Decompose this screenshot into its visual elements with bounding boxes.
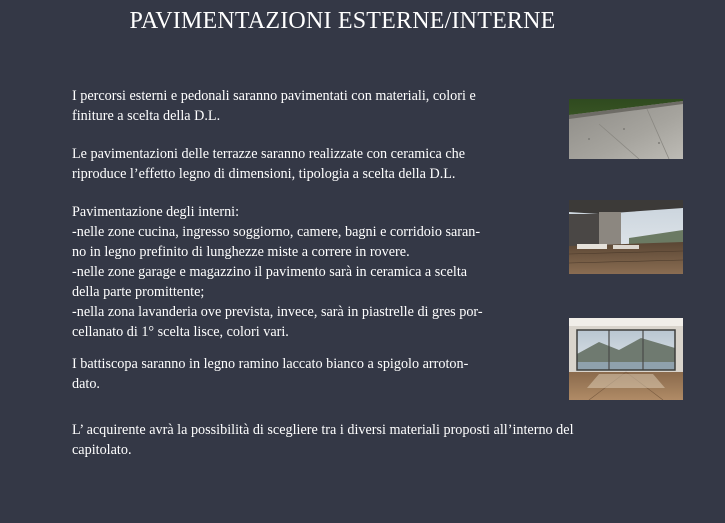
text-line: no in legno prefinito di lunghezze miste a correre in rovere.	[72, 244, 410, 260]
interior-photo	[569, 318, 683, 400]
text-line: finiture a scelta della D.L.	[72, 108, 221, 124]
paragraph-buyer-choice	[72, 420, 652, 460]
terrace-photo	[569, 200, 683, 274]
paragraph-skirting	[72, 354, 550, 394]
text-line: Pavimentazione degli interni:	[72, 204, 240, 220]
text-line: capitolato.	[72, 442, 132, 458]
text-line: riproduce l’effetto legno di dimensioni, tipologia a scelta della D.L.	[72, 166, 456, 182]
text-line: -nelle zone garage e magazzino il pavimento sarà in ceramica a scelta	[72, 264, 468, 280]
text-line: L’ acquirente avrà la possibilità di scegliere tra i diversi materiali proposti all’interno del	[72, 422, 574, 438]
text-line: -nelle zone cucina, ingresso soggiorno, camere, bagni e corridoio saran-	[72, 224, 481, 240]
text-line: -nella zona lavanderia ove prevista, invece, sarà in piastrelle di gres por-	[72, 304, 483, 320]
stone-path-photo	[569, 99, 683, 159]
page-title: PAVIMENTAZIONI ESTERNE/INTERNE	[129, 8, 556, 34]
paragraph-terraces	[72, 144, 550, 184]
paragraph-external-paths	[72, 86, 550, 126]
paragraph-interior-flooring	[72, 202, 550, 342]
text-line: della parte promittente;	[72, 284, 205, 300]
text-line: cellanato di 1° scelta lisce, colori vari.	[72, 324, 289, 340]
text-line: dato.	[72, 376, 100, 392]
text-line: I percorsi esterni e pedonali saranno pavimentati con materiali, colori e	[72, 88, 476, 104]
text-line: Le pavimentazioni delle terrazze saranno realizzate con ceramica che	[72, 146, 466, 162]
text-line: I battiscopa saranno in legno ramino laccato bianco a spigolo arroton-	[72, 356, 469, 372]
